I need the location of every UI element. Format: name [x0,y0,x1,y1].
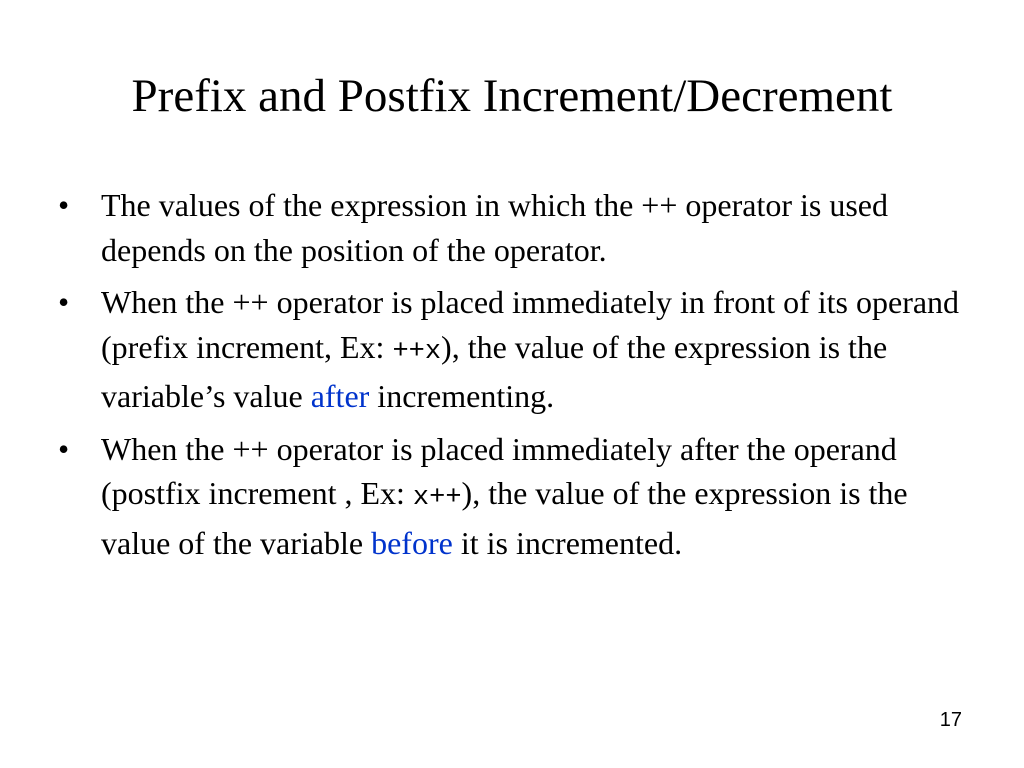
code-snippet: ++x [392,336,442,367]
highlight-text: before [371,524,453,561]
bullet-list [58,183,978,573]
bullet-text: When the ++ operator is placed immediately after the operand (postfix increment , Ex: [101,430,897,511]
code-snippet: x++ [412,483,462,513]
highlight-text: after [310,378,370,414]
bullet-text: The values of the expression in which the ++ operator is used depends on the position of the operator. [101,187,888,268]
bullet-text: ), the value of the expression is the value of the variable [101,475,908,561]
bullet-marker: • [58,187,70,223]
bullet-text: incrementing. [369,378,555,414]
bullet-text: ), the value of the expression is the variable’s value [101,328,888,414]
bullet-item [58,280,978,419]
bullet-item [58,183,978,272]
slide-title: Prefix and Postfix Increment/Decrement [131,70,893,122]
bullet-text: it is incremented. [452,524,683,561]
bullet-marker: • [58,430,70,467]
bullet-marker: • [58,284,70,320]
page-number: 17 [939,709,962,731]
bullet-item [58,427,978,566]
bullet-text: When the ++ operator is placed immediately in front of its operand (prefix increment, Ex: [101,284,960,365]
